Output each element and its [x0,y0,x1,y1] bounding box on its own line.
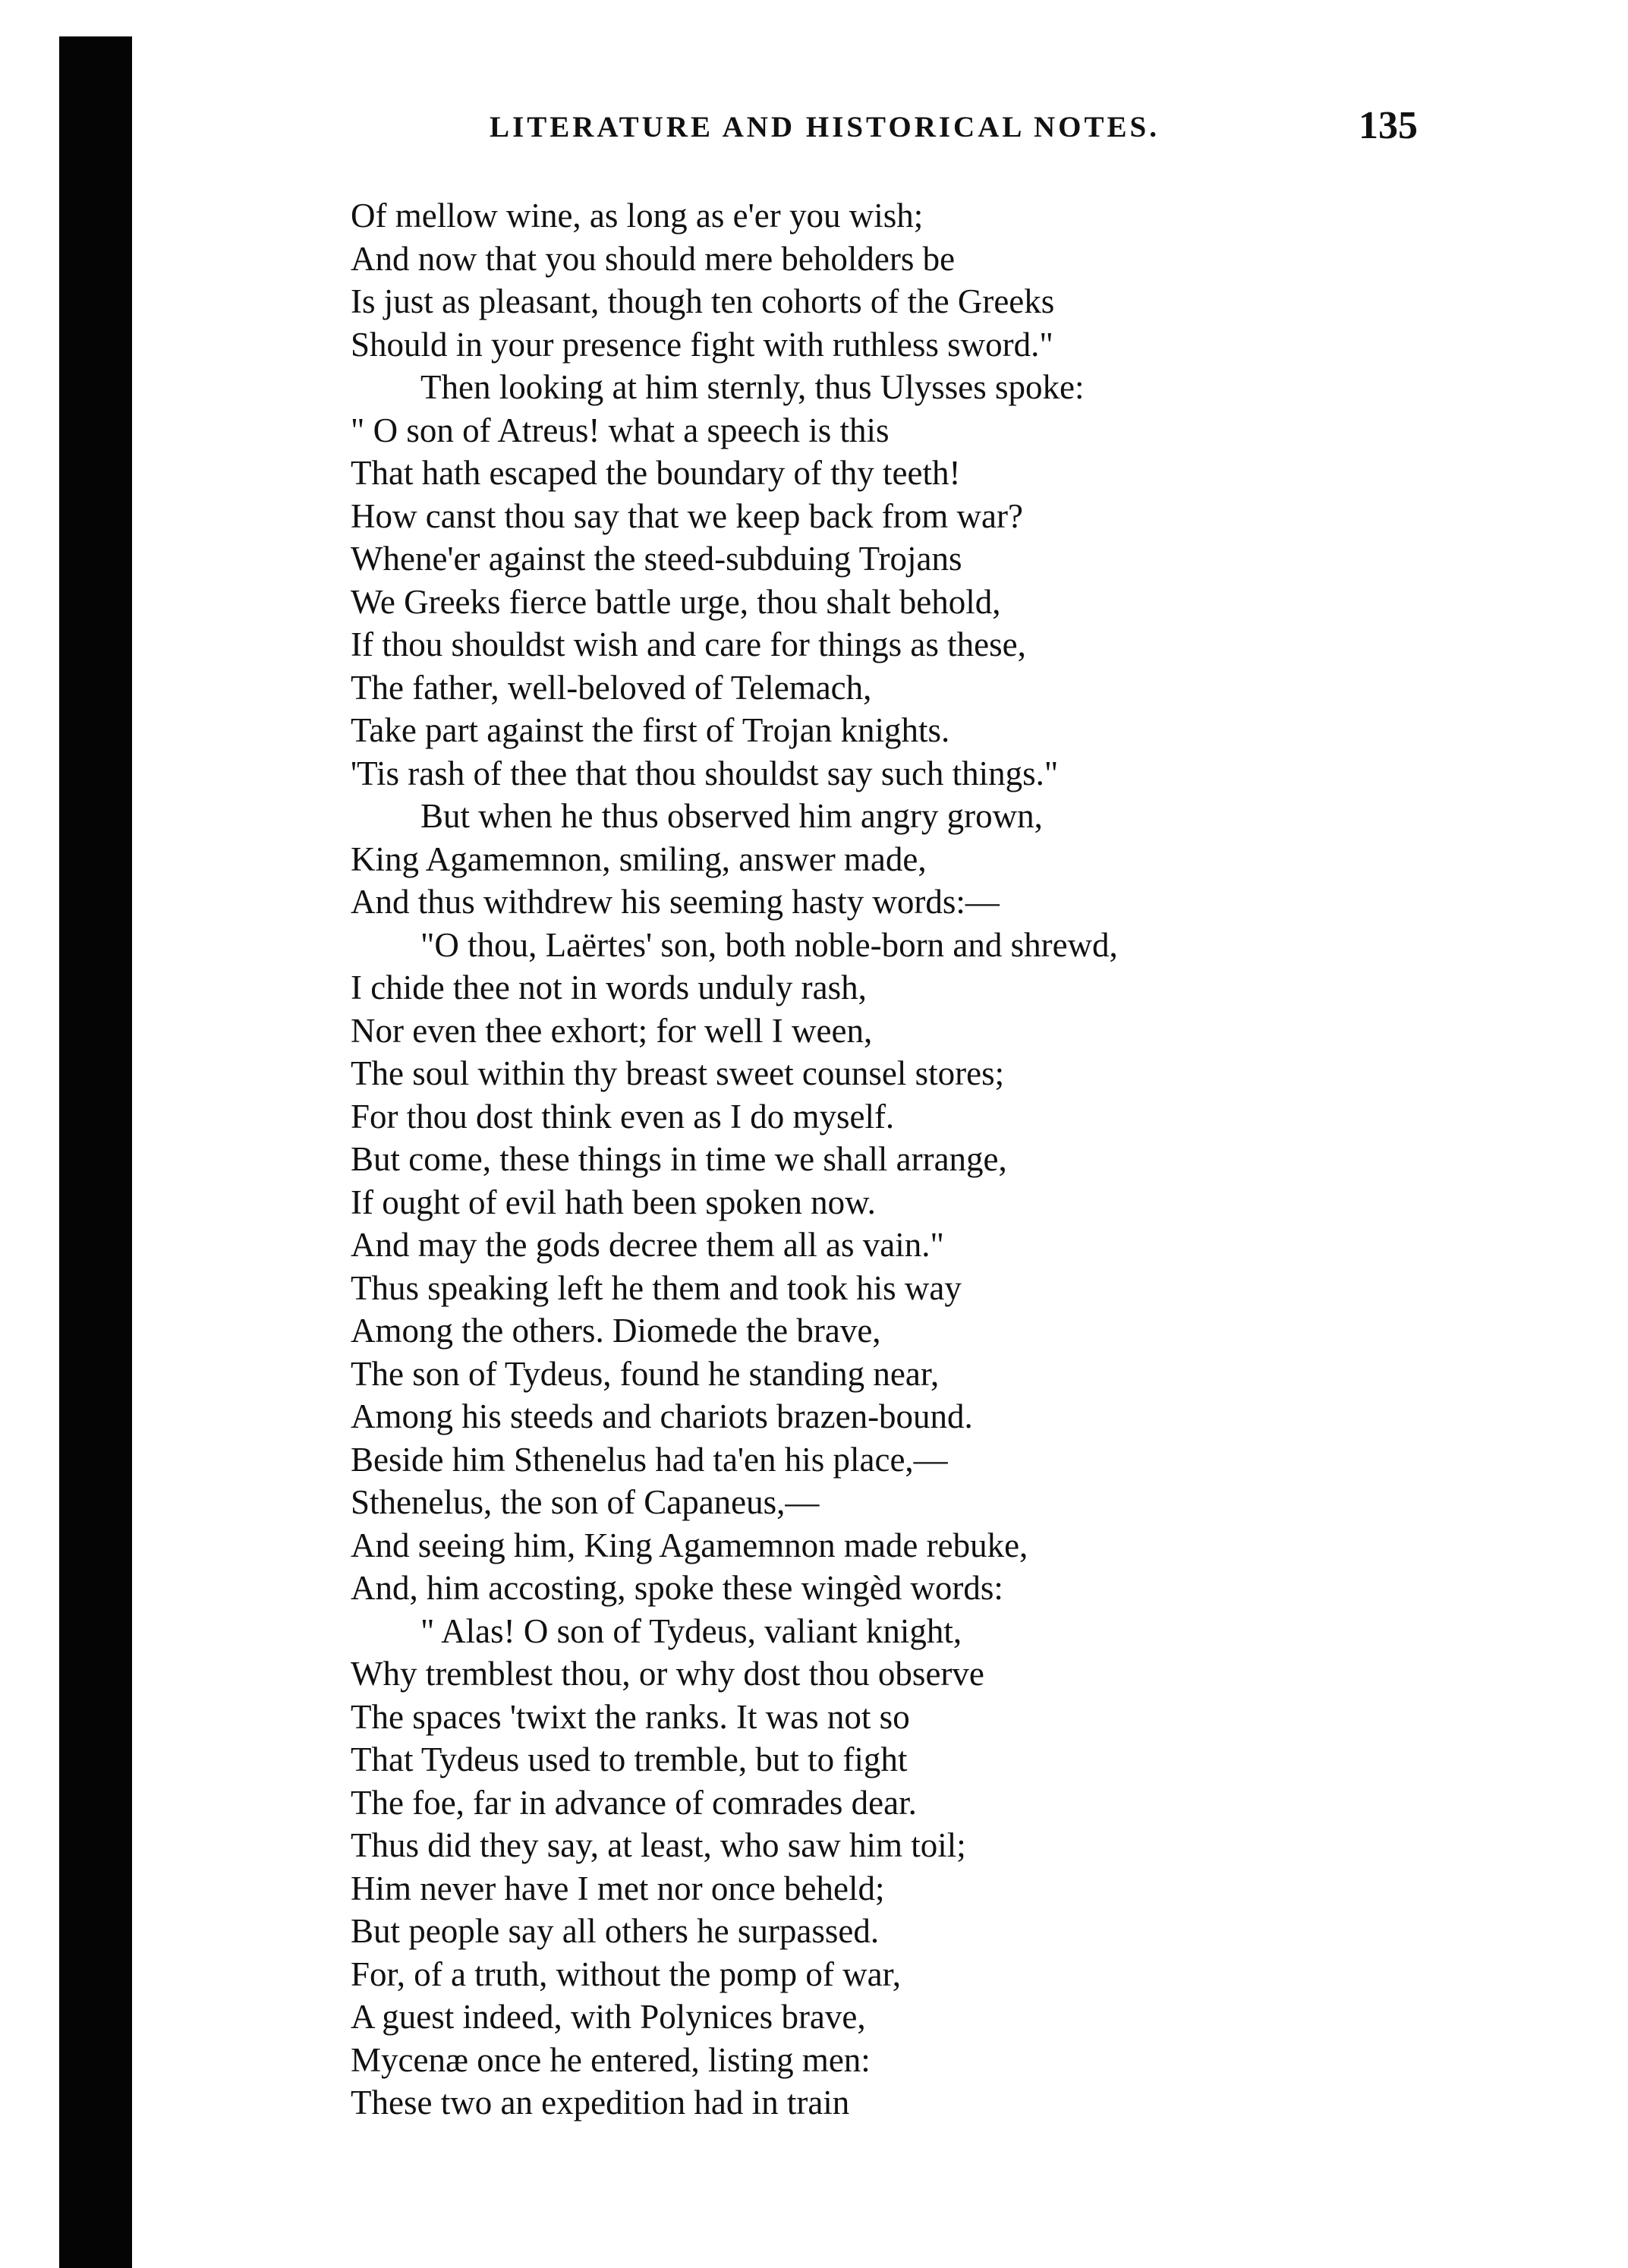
verse-line: And thus withdrew his seeming hasty words:— [351,883,1000,921]
verse-line: And, him accosting, spoke these wingèd words: [351,1569,1003,1607]
verse-line: And may the gods decree them all as vain." [351,1226,944,1264]
verse-line: " Alas! O son of Tydeus, valiant knight, [420,1611,962,1650]
verse-line: " O son of Atreus! what a speech is this [351,411,890,449]
page-number: 135 [1359,104,1418,147]
verse-line: Among the others. Diomede the brave, [351,1312,881,1350]
verse-line: Why tremblest thou, or why dost thou observe [351,1655,984,1693]
running-head: LITERATURE AND HISTORICAL NOTES. [490,111,1160,143]
verse-line: Mycenæ once he entered, listing men: [351,2040,871,2079]
verse-line: Take part against the first of Trojan knights. [351,711,950,749]
verse-line: Whene'er against the steed-subduing Trojans [351,540,962,578]
poem-text-block [351,194,1580,2125]
verse-line: Of mellow wine, as long as e'er you wish; [351,197,924,235]
verse-line: Is just as pleasant, though ten cohorts of the Greeks [351,282,1055,320]
verse-line: For, of a truth, without the pomp of war, [351,1955,902,1993]
verse-line: I chide thee not in words unduly rash, [351,969,867,1006]
verse-line: The father, well-beloved of Telemach, [351,668,872,707]
verse-line: Beside him Sthenelus had ta'en his place,— [351,1440,948,1479]
verse-line: We Greeks fierce battle urge, thou shalt behold, [351,582,1001,621]
verse-line: That hath escaped the boundary of thy teeth! [351,454,961,492]
verse-line: Thus did they say, at least, who saw him toil; [351,1826,966,1864]
verse-line: Among his steeds and chariots brazen-bound. [351,1397,973,1435]
verse-line: Nor even thee exhort; for well I ween, [351,1011,873,1050]
verse-line: The son of Tydeus, found he standing near, [351,1354,940,1393]
verse-line: If ought of evil hath been spoken now. [351,1183,876,1221]
verse-line: The foe, far in advance of comrades dear. [351,1783,917,1822]
verse-line: King Agamemnon, smiling, answer made, [351,839,927,878]
verse-line: Sthenelus, the son of Capaneus,— [351,1483,820,1521]
verse-line: Then looking at him sternly, thus Ulysses spoke: [420,368,1085,406]
verse-line: But come, these things in time we shall arrange, [351,1140,1007,1178]
verse-line: A guest indeed, with Polynices brave, [351,1998,866,2036]
verse-line: But when he thus observed him angry grown, [420,797,1043,835]
verse-line: The spaces 'twixt the ranks. It was not so [351,1697,910,1736]
scan-binding-edge [59,36,132,2268]
verse-line: And now that you should mere beholders be [351,239,956,278]
verse-line: 'Tis rash of thee that thou shouldst say such things." [351,754,1059,792]
verse-line: How canst thou say that we keep back from war? [351,496,1023,535]
verse-line: That Tydeus used to tremble, but to fight [351,1740,908,1778]
verse-line: Thus speaking left he them and took his way [351,1268,962,1307]
verse-line: If thou shouldst wish and care for things as these, [351,625,1026,663]
verse-line: Him never have I met nor once beheld; [351,1869,885,1907]
verse-line: Should in your presence fight with ruthless sword." [351,325,1053,364]
verse-line: The soul within thy breast sweet counsel stores; [351,1054,1005,1092]
verse-line: "O thou, Laërtes' son, both noble-born and shrewd, [420,925,1118,964]
verse-line: For thou dost think even as I do myself. [351,1097,895,1136]
verse-line: And seeing him, King Agamemnon made rebuke, [351,1526,1028,1564]
verse-line: These two an expedition had in train [351,2084,850,2122]
verse-line: But people say all others he surpassed. [351,1912,880,1950]
